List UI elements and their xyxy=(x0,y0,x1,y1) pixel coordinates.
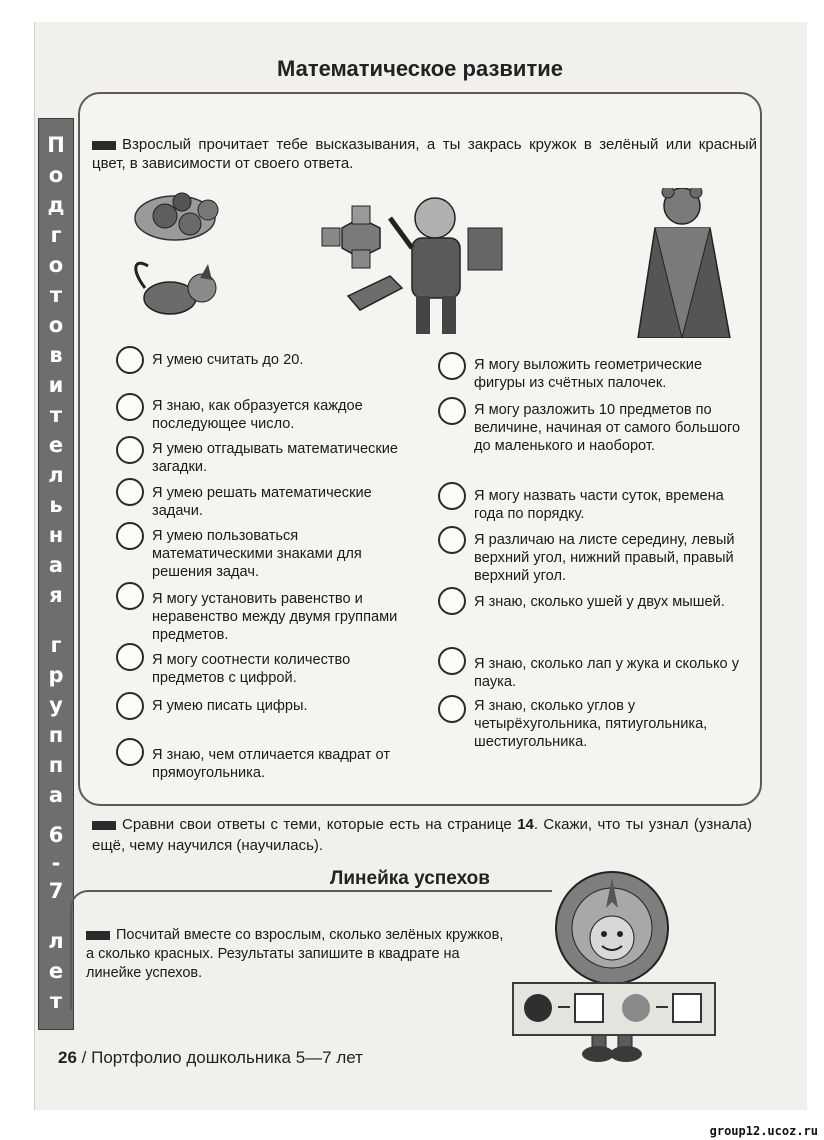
side-letter: у xyxy=(49,693,63,717)
side-letter: н xyxy=(48,523,64,547)
side-letter: а xyxy=(48,783,64,807)
statement-text: Я могу разложить 10 предметов по величине, начиная от самого большого до маленького и наоборот. xyxy=(474,402,741,454)
illustrations xyxy=(90,188,755,338)
answer-circle[interactable] xyxy=(438,526,466,554)
book-title: Портфолио дошкольника 5—7 лет xyxy=(91,1048,363,1067)
answer-circle[interactable] xyxy=(438,482,466,510)
side-letter: д xyxy=(47,193,65,217)
answer-circle[interactable] xyxy=(116,346,144,374)
statement-text: Я знаю, чем отличается квадрат от прямоугольника. xyxy=(152,747,391,781)
statement-text: Я умею отгадывать математические загадки. xyxy=(152,441,399,475)
success-instruction-text: Посчитай вместе со взрослым, сколько зелёных кружков, а сколько красных. Результаты запишите в квадрате на линейке успехов. xyxy=(86,927,504,981)
bear-illustration xyxy=(638,188,730,338)
answer-circle[interactable] xyxy=(116,692,144,720)
statement-text: Я знаю, сколько лап у жука и сколько у паука. xyxy=(474,656,740,690)
answer-circle[interactable] xyxy=(116,643,144,671)
watermark: group12.ucoz.ru xyxy=(709,1124,818,1138)
side-letter: п xyxy=(48,753,64,777)
side-letter: т xyxy=(49,403,63,427)
page-title: Математическое развитие xyxy=(277,56,563,81)
compare-text-after: . Скажи, что ты узнал (узнала) ещё, чему научился (научилась). xyxy=(92,816,753,854)
page-number: 26 xyxy=(58,1048,77,1067)
side-letter: е xyxy=(48,959,64,983)
side-letter: 6 xyxy=(48,823,64,847)
side-letter: л xyxy=(48,463,64,487)
side-strip xyxy=(38,118,74,1030)
side-letter: о xyxy=(48,163,64,187)
statement-text: Я могу соотнести количество предметов с цифрой. xyxy=(152,652,351,686)
answer-circle[interactable] xyxy=(438,352,466,380)
compare-instruction xyxy=(92,814,752,856)
success-instruction xyxy=(86,926,506,983)
side-letter: - xyxy=(51,851,61,875)
compare-text-before: Сравни свои ответы с теми, которые есть на странице xyxy=(122,816,512,833)
character-illustration xyxy=(390,198,502,334)
answer-circle[interactable] xyxy=(116,738,144,766)
answer-circle[interactable] xyxy=(116,436,144,464)
side-letter: е xyxy=(48,433,64,457)
answer-circle[interactable] xyxy=(438,587,466,615)
answer-circle[interactable] xyxy=(116,478,144,506)
answer-circle[interactable] xyxy=(116,393,144,421)
side-letter: п xyxy=(48,723,64,747)
statement-text: Я умею считать до 20. xyxy=(152,352,304,368)
side-letter: я xyxy=(49,583,63,607)
statement-text: Я знаю, сколько ушей у двух мышей. xyxy=(474,594,725,610)
statement-text: Я различаю на листе середину, левый верхний угол, нижний правый, правый верхний угол. xyxy=(474,532,735,584)
instruction-text: Взрослый прочитает тебе высказывания, а ты закрась кружок в зелёный или красный цвет, в зависимости от своего ответа. xyxy=(92,136,757,172)
success-ruler xyxy=(512,982,716,1036)
bullet-marker xyxy=(86,931,110,940)
side-letter: а xyxy=(48,553,64,577)
success-title: Линейка успехов xyxy=(330,868,490,889)
page-footer xyxy=(58,1048,363,1068)
side-letter: л xyxy=(48,929,64,953)
side-letter: о xyxy=(48,313,64,337)
ruler-dash xyxy=(558,1006,570,1008)
side-letter: т xyxy=(49,283,63,307)
side-letter: г xyxy=(50,223,62,247)
footer-separator: / xyxy=(81,1048,87,1067)
statement-text: Я могу назвать части суток, времена года по порядку. xyxy=(474,488,724,522)
side-letter: ь xyxy=(49,493,63,517)
ruler-dash xyxy=(656,1006,668,1008)
side-letter: т xyxy=(49,989,63,1013)
sun-character-illustration xyxy=(552,868,672,1068)
bullet-marker xyxy=(92,141,116,150)
side-letter: г xyxy=(50,633,62,657)
side-letter: П xyxy=(47,133,65,157)
red-count-box[interactable] xyxy=(672,993,702,1023)
side-letter: в xyxy=(49,343,63,367)
statement-text: Я могу выложить геометрические фигуры из счётных палочек. xyxy=(474,357,703,391)
answer-circle[interactable] xyxy=(438,397,466,425)
bullet-marker xyxy=(92,821,116,830)
statement-text: Я умею пользоваться математическими знаками для решения задач. xyxy=(152,528,362,580)
answer-circle[interactable] xyxy=(116,582,144,610)
green-dot-icon xyxy=(524,994,552,1022)
instruction xyxy=(92,135,757,173)
side-letter: 7 xyxy=(48,879,64,903)
block-illustration xyxy=(348,276,402,310)
answer-circle[interactable] xyxy=(438,647,466,675)
statement-text: Я знаю, как образуется каждое последующее число. xyxy=(152,398,363,432)
animal-illustration xyxy=(136,263,216,314)
statement-text: Я умею писать цифры. xyxy=(152,698,308,714)
side-letter: и xyxy=(48,373,64,397)
red-dot-icon xyxy=(622,994,650,1022)
cookies-illustration xyxy=(135,193,218,240)
statement-text: Я знаю, сколько углов у четырёхугольника, пятиугольника, шестиугольника. xyxy=(474,698,708,750)
answer-circle[interactable] xyxy=(438,695,466,723)
statement-text: Я умею решать математические задачи. xyxy=(152,485,372,519)
cube-shape-illustration xyxy=(322,206,380,268)
statement-text: Я могу установить равенство и неравенство между двумя группами предметов. xyxy=(152,591,398,643)
green-count-box[interactable] xyxy=(574,993,604,1023)
side-letter: р xyxy=(48,663,64,687)
compare-page-number: 14 xyxy=(517,816,534,833)
side-letter: о xyxy=(48,253,64,277)
answer-circle[interactable] xyxy=(116,522,144,550)
